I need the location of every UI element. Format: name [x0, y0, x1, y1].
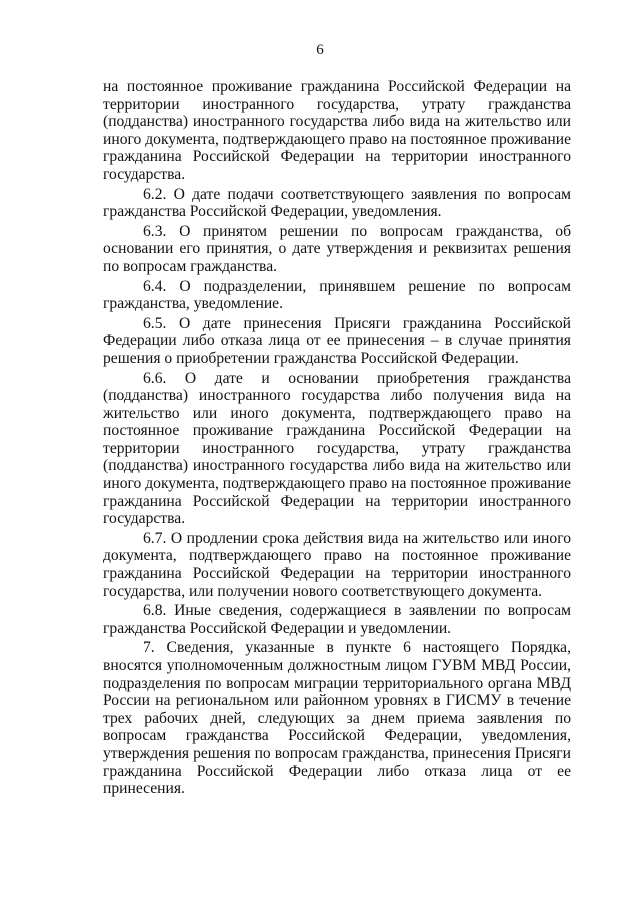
- paragraph-6-7: 6.7. О продлении срока действия вида на жительство или иного документа, подтверждающего право на постоянное проживание гражданина Российской Федерации на территории иностранного государства, или получении нового соответствующего документа.: [103, 529, 571, 600]
- paragraph-6-3: 6.3. О принятом решении по вопросам гражданства, об основании его принятия, о дате утверждения и реквизитах решения по вопросам гражданства.: [103, 222, 571, 275]
- paragraph-6-4: 6.4. О подразделении, принявшем решение по вопросам гражданства, уведомление.: [103, 277, 571, 313]
- paragraph-6-5: 6.5. О дате принесения Присяги гражданина Российской Федерации либо отказа лица от ее принесения – в случае принятия решения о приобретении гражданства Российской Федерации.: [103, 314, 571, 367]
- paragraph-6-2: 6.2. О дате подачи соответствующего заявления по вопросам гражданства Российской Федерации, уведомления.: [103, 185, 571, 221]
- paragraph-6-8: 6.8. Иные сведения, содержащиеся в заявлении по вопросам гражданства Российской Федерации и уведомлении.: [103, 602, 571, 637]
- paragraph-6-6: 6.6. О дате и основании приобретения гражданства (подданства) иностранного государства либо получения вида на жительство или иного документа, подтверждающего право на постоянное проживание гражданина Российской Федерации на территории иностранного государства, утрату гражданства (подданства) иностранного государства либо вида на жительство или иного документа, подтверждающего право на постоянное проживание гражданина Российской Федерации на территории иностранного государства.: [103, 369, 571, 528]
- paragraph-7: 7. Сведения, указанные в пункте 6 настоящего Порядка, вносятся уполномоченным должностным лицом ГУВМ МВД России, подразделения по вопросам миграции территориального органа МВД России на региональном или районном уровнях в ГИСМУ в течение трех рабочих дней, следующих за днем приема заявления по вопросам гражданства Российской Федерации, уведомления, утверждения решения по вопросам гражданства, принесения Присяги гражданина Российской Федерации либо отказа лица от ее принесения.: [103, 639, 571, 798]
- page-number: 6: [316, 42, 324, 58]
- document-body: [103, 78, 571, 798]
- paragraph-continuation: на постоянное проживание гражданина Российской Федерации на территории иностранного государства, утрату гражданства (подданства) иностранного государства либо вида на жительство или иного документа, подтверждающего право на постоянное проживание гражданина Российской Федерации на территории иностранного государства.: [103, 78, 571, 183]
